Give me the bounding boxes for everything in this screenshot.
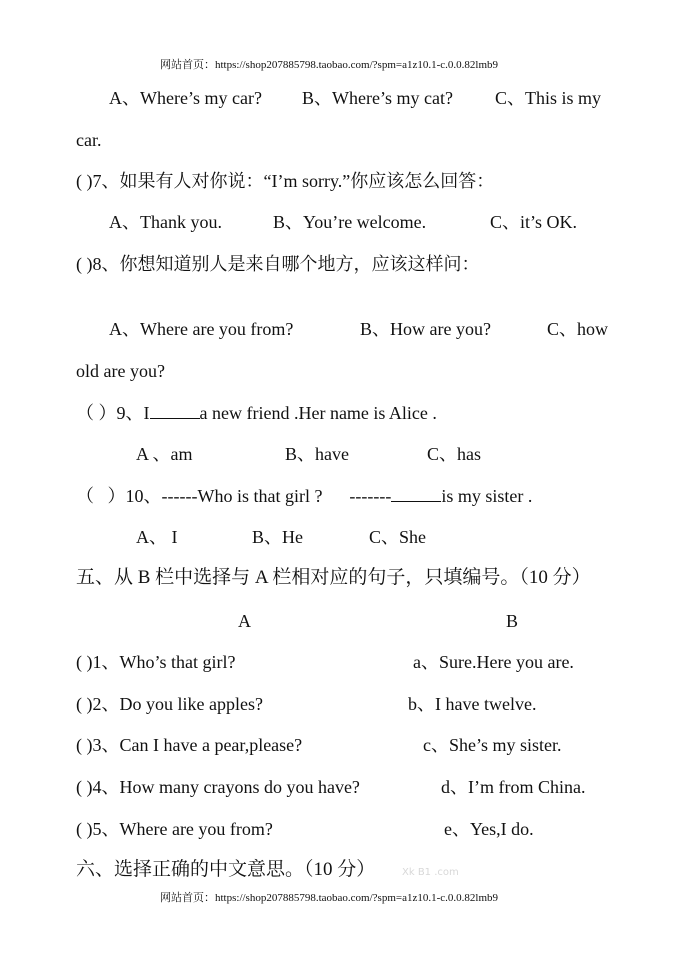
q10-stem-after: is my sister . <box>441 486 533 506</box>
q9-answer-blank[interactable] <box>150 402 200 419</box>
q8-option-a: A、Where are you from? <box>109 319 294 339</box>
match-row-3-question: ( )3、Can I have a pear,please? <box>76 735 303 755</box>
match-row-2-answer: b、I have twelve. <box>408 694 537 714</box>
q8-option-c: C、how <box>547 319 609 339</box>
watermark: Xk B1 .com <box>402 867 459 878</box>
q10-option-a: A、 I <box>136 527 178 547</box>
q6-option-continuation: car. <box>76 130 102 150</box>
q6-option-c: C、This is my <box>495 88 602 108</box>
section5-column-a-header: A <box>238 611 251 631</box>
section6-title: 六、选择正确的中文意思。（10 分） <box>76 859 376 880</box>
match-row-4-question: ( )4、How many crayons do you have? <box>76 777 360 797</box>
q9-stem <box>76 402 437 424</box>
q7-option-a: A、Thank you. <box>109 212 222 232</box>
match-row-1-answer: a、Sure.Here you are. <box>413 652 574 672</box>
section5-title: 五、从 B 栏中选择与 A 栏相对应的句子，只填编号。（10 分） <box>76 567 591 588</box>
q10-option-c: C、She <box>369 527 427 547</box>
q9-option-c: C、has <box>427 444 481 464</box>
match-row-2-question: ( )2、Do you like apples? <box>76 694 263 714</box>
match-row-5-answer: e、Yes,I do. <box>444 819 534 839</box>
section5-column-b-header: B <box>506 611 519 631</box>
match-row-4-answer: d、I’m from China. <box>441 777 586 797</box>
match-row-5-question: ( )5、Where are you from? <box>76 819 273 839</box>
q7-option-c: C、it’s OK. <box>490 212 578 232</box>
match-row-3-answer: c、She’s my sister. <box>423 735 562 755</box>
q6-option-a: A、Where’s my car? <box>109 88 262 108</box>
q8-stem: ( )8、你想知道别人是来自哪个地方，应该这样问： <box>76 254 480 274</box>
q10-option-b: B、He <box>252 527 303 547</box>
q10-stem <box>76 485 532 507</box>
q9-stem-after: a new friend .Her name is Alice . <box>199 403 437 423</box>
q9-option-b: B、have <box>285 444 349 464</box>
match-row-1-question: ( )1、Who’s that girl? <box>76 652 236 672</box>
q9-stem-before: （ ）9、I <box>76 403 150 423</box>
page-footer: 网站首页：https://shop207885798.taobao.com/?spm=a1z10.1-c.0.0.82lmb9 <box>160 892 499 904</box>
q8-option-b: B、How are you? <box>360 319 491 339</box>
q10-stem-before: （ ）10、------Who is that girl ? ------- <box>76 486 392 506</box>
q8-option-continuation: old are you? <box>76 361 165 381</box>
q10-answer-blank[interactable] <box>391 485 441 502</box>
q9-option-a: A 、am <box>136 444 193 464</box>
page-header: 网站首页：https://shop207885798.taobao.com/?spm=a1z10.1-c.0.0.82lmb9 <box>160 59 499 71</box>
q7-option-b: B、You’re welcome. <box>273 212 427 232</box>
q6-option-b: B、Where’s my cat? <box>302 88 453 108</box>
q7-stem: ( )7、如果有人对你说：“I’m sorry.”你应该怎么回答： <box>76 171 495 191</box>
